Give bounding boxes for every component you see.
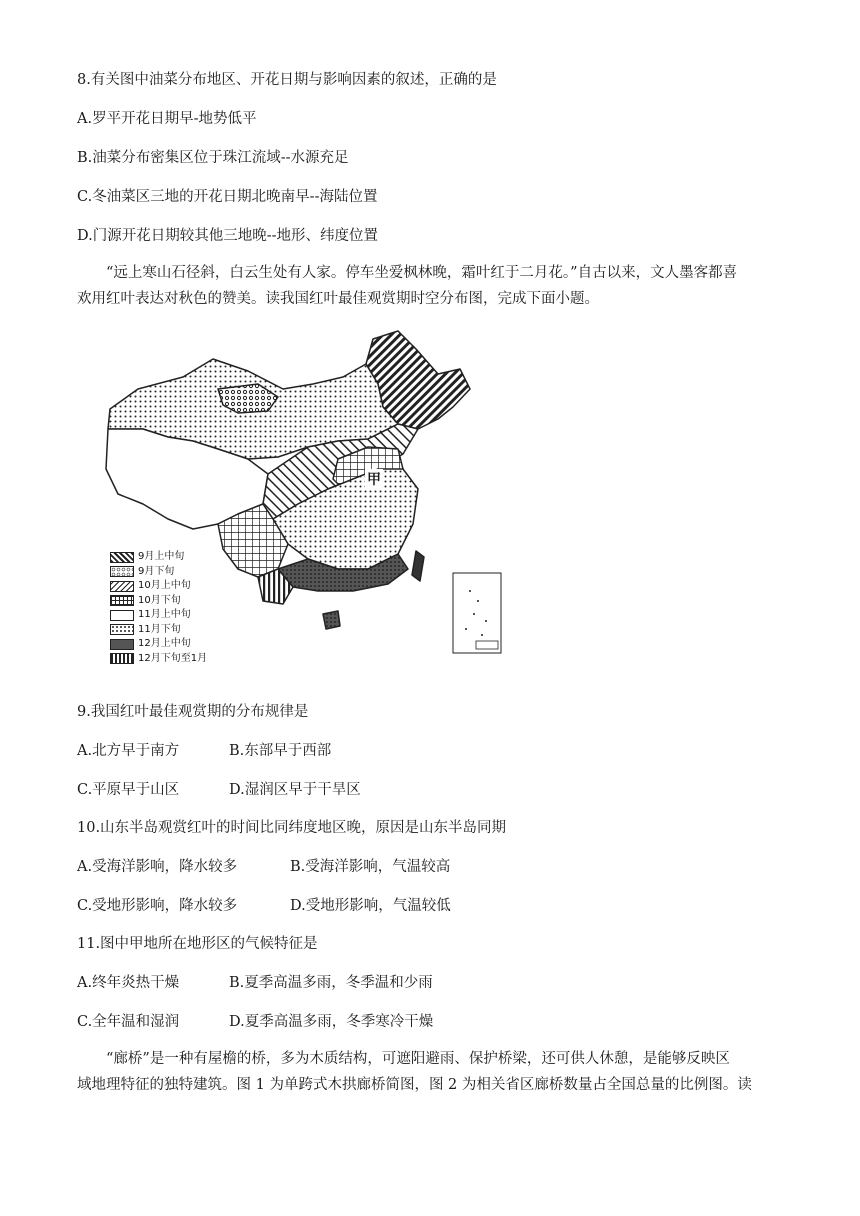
legend-label: 11月上中旬: [138, 609, 191, 621]
q8-stem: 8.有关图中油菜分布地区、开花日期与影响因素的叙述，正确的是: [77, 72, 497, 88]
q8-option-d: D.门源开花日期较其他三地晚--地形、纬度位置: [77, 228, 379, 244]
legend-label: 12月上中旬: [138, 638, 191, 650]
legend-swatch: [110, 581, 134, 592]
legend-label: 12月下旬至1月: [138, 652, 208, 664]
legend-swatch: [110, 566, 134, 577]
passage1-line1: “远上寒山石径斜，白云生处有人家。停车坐爱枫林晚，霜叶红于二月花。”自古以来，文人墨客都喜: [106, 265, 738, 281]
passage1-line2: 欢用红叶表达对秋色的赞美。读我国红叶最佳观赏期时空分布图，完成下面小题。: [77, 291, 599, 307]
q9-stem: 9.我国红叶最佳观赏期的分布规律是: [77, 704, 309, 720]
q9-option-d: D.湿润区早于干旱区: [229, 782, 361, 798]
q9-option-c: C.平原早于山区: [77, 782, 180, 798]
map-label-jia: 甲: [365, 469, 383, 489]
q11-stem: 11.图中甲地所在地形区的气候特征是: [77, 936, 318, 952]
q9-option-b: B.东部早于西部: [229, 743, 332, 759]
legend-item: [110, 550, 207, 565]
passage-red-leaves: [77, 260, 787, 312]
legend-item: [110, 623, 207, 638]
legend-swatch: [110, 639, 134, 650]
region-taiwan: [412, 551, 424, 581]
legend-swatch: [110, 610, 134, 621]
q8-option-a: A.罗平开花日期早-地势低平: [77, 111, 257, 127]
q10-stem: 10.山东半岛观赏红叶的时间比同纬度地区晚，原因是山东半岛同期: [77, 820, 507, 836]
legend-swatch: [110, 624, 134, 635]
q8-option-c: C.冬油菜区三地的开花日期北晚南早--海陆位置: [77, 189, 378, 205]
q11-option-c: C.全年温和湿润: [77, 1014, 180, 1030]
legend-label: 11月下旬: [138, 623, 181, 635]
q10-option-d: D.受地形影响，气温较低: [290, 898, 451, 914]
legend-item: [110, 565, 207, 580]
legend-item: [110, 637, 207, 652]
q9-option-a: A.北方早于南方: [77, 743, 180, 759]
legend-item: [110, 594, 207, 609]
region-hainan: [323, 611, 340, 629]
q10-option-c: C.受地形影响，降水较多: [77, 898, 238, 914]
legend-item: [110, 652, 207, 667]
legend-swatch: [110, 552, 134, 563]
passage2-line1: “廊桥”是一种有屋檐的桥，多为木质结构，可遮阳避雨、保护桥梁，还可供人休憩，是能够反映区: [106, 1051, 730, 1067]
legend-item: [110, 579, 207, 594]
q10-option-b: B.受海洋影响，气温较高: [290, 859, 451, 875]
legend-label: 9月下旬: [138, 565, 175, 577]
legend-item: [110, 608, 207, 623]
q8-option-b: B.油菜分布密集区位于珠江流域--水源充足: [77, 150, 349, 166]
legend-label: 10月下旬: [138, 594, 181, 606]
legend-label: 9月上中旬: [138, 551, 185, 563]
legend-swatch: [110, 653, 134, 664]
passage2-line2: 域地理特征的独特建筑。图 1 为单跨式木拱廊桥简图，图 2 为相关省区廊桥数量占全国总量的比例图。读: [77, 1077, 752, 1093]
legend-swatch: [110, 595, 134, 606]
q10-option-a: A.受海洋影响，降水较多: [77, 859, 238, 875]
q11-option-a: A.终年炎热干燥: [77, 975, 180, 991]
q11-option-b: B.夏季高温多雨，冬季温和少雨: [229, 975, 433, 991]
map-legend: [110, 550, 207, 666]
q11-option-d: D.夏季高温多雨，冬季寒冷干燥: [229, 1014, 434, 1030]
legend-label: 10月上中旬: [138, 580, 191, 592]
passage-covered-bridge: [77, 1046, 787, 1098]
